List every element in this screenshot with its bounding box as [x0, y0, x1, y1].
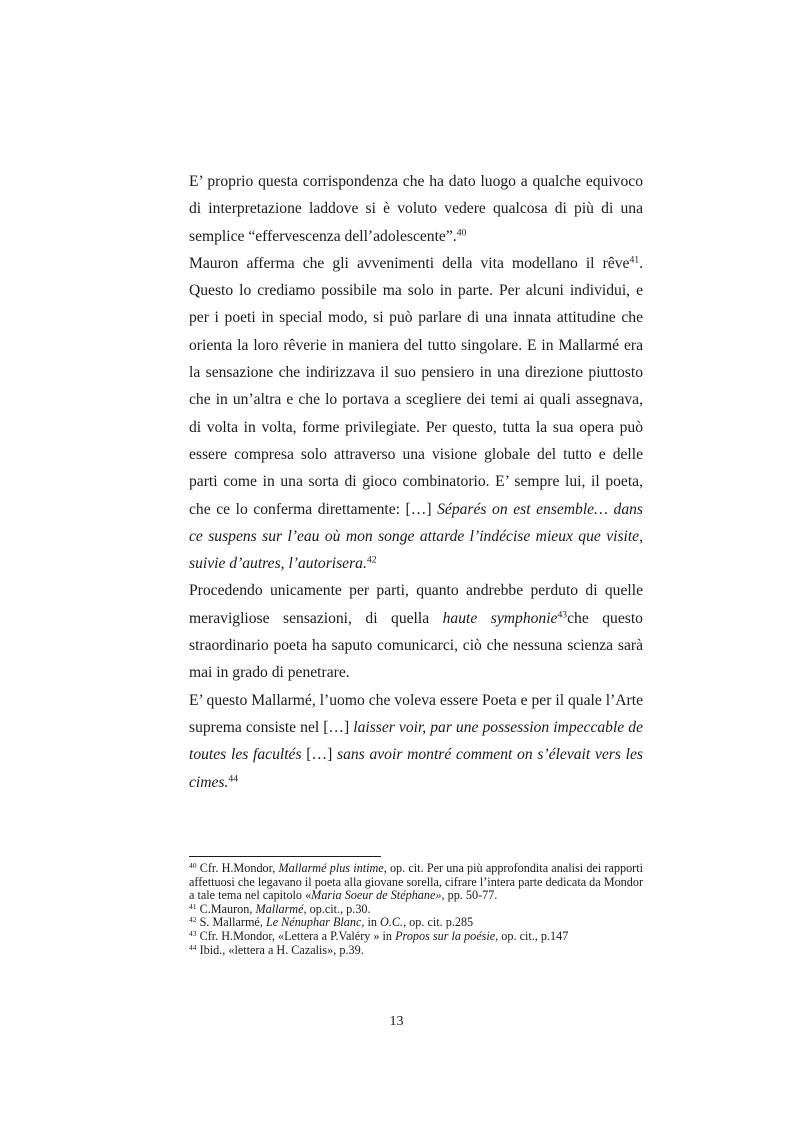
page-number: 13	[389, 1014, 404, 1029]
paragraph-1: E’ proprio questa corrispondenza che ha dato luogo a qualche equivoco di interpretazione laddove si è voluto vedere qualcosa di più di una semplice “effervescenza dell’adolescente”.$^{40}$	[189, 173, 643, 245]
footnotes	[189, 862, 643, 957]
italic-haute-symphonie: haute symphonie	[442, 609, 558, 627]
footnote-41: $^{41}$ C.Mauron, Mallarmé, op.cit., p.30.	[189, 901, 371, 916]
quote-sans-avoir: sans avoir montré comment on s’élevait vers les cimes.	[189, 746, 643, 791]
quote-mallarme: Séparés on est ensemble… dans ce suspens sur l’eau où mon songe attarde l’indécise mieux que visite, suivie d’autres, l’autorisera.	[189, 500, 643, 573]
quote-laisser-voir: laisser voir, par une possession impeccable de toutes les facultés	[189, 718, 643, 764]
footnote-40: $^{40}$ Cfr. H.Mondor, Mallarmé plus intime, op. cit. Per una più approfondita analisi dei rapporti affettuosi che legavano il poeta alla giovane sorella, cifrare l’intera parte dedicata da Mondor a tale tema nel capitolo «Maria Soeur de Stéphane», pp. 50-77.	[189, 860, 643, 903]
paragraph-3: Procedendo unicamente per parti, quanto andrebbe perduto di quelle meravigliose sensazioni, di quella haute symphonie$^{43}$che questo straordinario poeta ha saputo comunicarci, ciò che nessuna scienza sarà mai in grado di penetrare.	[189, 582, 643, 682]
footnote-42: $^{42}$ S. Mallarmé, Le Nénuphar Blanc, in O.C., op. cit. p.285	[189, 915, 474, 930]
footnote-ref-42[interactable]: 42	[366, 554, 377, 566]
footnote-ref-40[interactable]: 40	[456, 227, 467, 239]
main-text	[189, 168, 643, 796]
footnote-43: $^{43}$ Cfr. H.Mondor, «Lettera a P.Valéry » in Propos sur la poésie, op. cit., p.147	[189, 928, 569, 943]
paragraph-4: E’ questo Mallarmé, l’uomo che voleva essere Poeta e per il quale l’Arte suprema consiste nel […] laisser voir, par une possession impeccable de toutes les facultés […] sans avoir montré comment on s’élevait vers les cimes.$^{44}$	[189, 691, 643, 791]
footnote-44: $^{44}$ Ibid., «lettera a H. Cazalis», p.39.	[189, 942, 364, 957]
footnote-ref-43[interactable]: 43	[557, 609, 568, 621]
paragraph-2: Mauron afferma che gli avvenimenti della vita modellano il rêve$^{41}$. Questo lo crediamo possibile ma solo in parte. Per alcuni individui, e per i poeti in special modo, si può parlare di una innata attitudine che orienta la loro rêverie in maniera del tutto singolare. E in Mallarmé era la sensazione che indirizzava il suo pensiero in una direzione piuttosto che in un’altra e che lo portava a scegliere dei temi ai quali assegnava, di volta in volta, forme privilegiate. Per questo, tutta la sua opera può essere compresa solo attraverso una visione globale del tutto e delle parti come in una sorta di gioco combinatorio. E’ sempre lui, il poeta, che ce lo conferma direttamente: […] Séparés on est ensemble… dans ce suspens sur l’eau où mon songe attarde l’indécise mieux que visite, suivie d’autres, l’autorisera.$^{42}$	[189, 254, 643, 573]
footnote-divider	[189, 856, 381, 857]
footnote-ref-41[interactable]: 41	[629, 254, 640, 266]
footnote-ref-44[interactable]: 44	[228, 773, 239, 785]
